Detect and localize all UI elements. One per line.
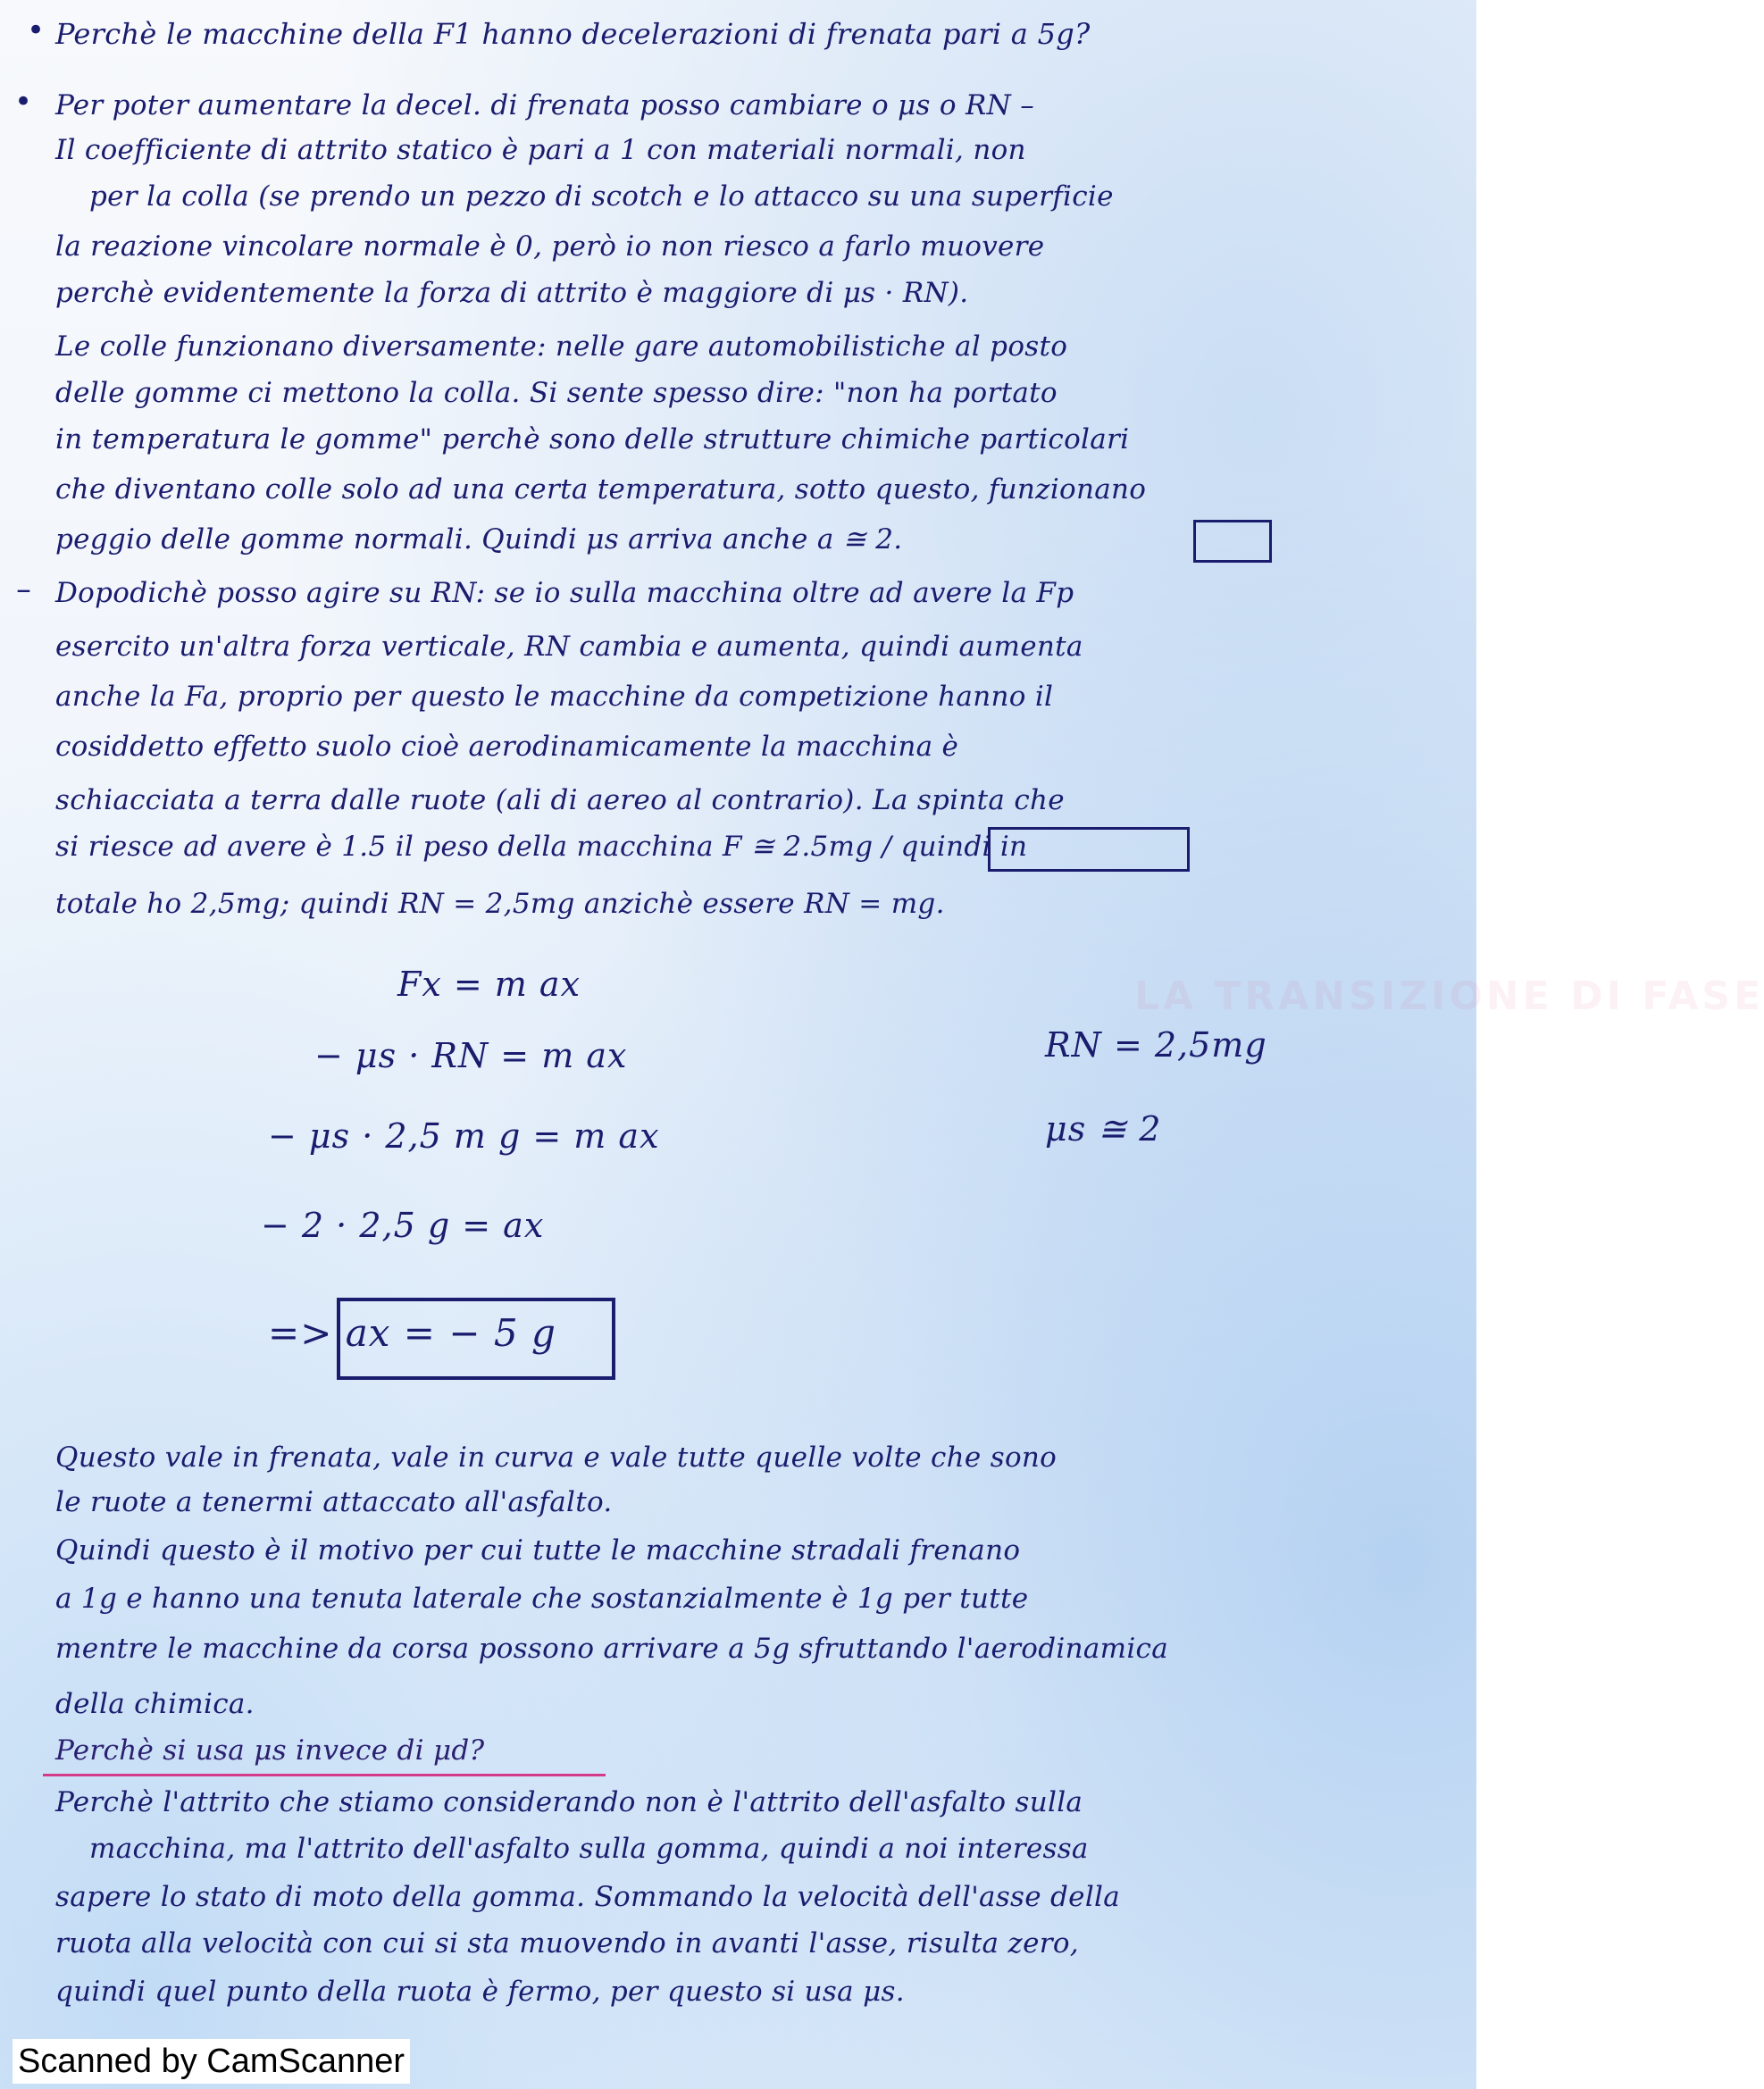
faint-watermark-stamp: LA TRANSIZIONE DI FASE	[1134, 973, 1764, 1019]
note-line-11: peggio delle gomme normali. Quindi μs arriva anche a ≅ 2.	[55, 523, 903, 556]
dash-mark: –	[16, 572, 31, 607]
equation-1: Fx = m ax	[397, 965, 581, 1004]
note-line-14: anche la Fa, proprio per questo le macchine da competizione hanno il	[55, 681, 1054, 713]
question-underline	[43, 1774, 606, 1776]
note-line-2: Per poter aumentare la decel. di frenata posso cambiare o μs o RN –	[55, 89, 1035, 121]
note-line-17: si riesce ad avere è 1.5 il peso della macchina F ≅ 2.5mg / quindi in	[55, 831, 1028, 863]
equation-2: − μs · RN = m ax	[314, 1036, 628, 1075]
result-equation: => ax = − 5 g	[268, 1311, 556, 1355]
equation-4: − 2 · 2,5 g = ax	[261, 1206, 545, 1245]
closing-line-6: della chimica.	[55, 1688, 255, 1720]
note-line-6: perchè evidentemente la forza di attrito è maggiore di μs · RN).	[55, 277, 969, 309]
answer-line-1: Perchè l'attrito che stiamo considerando non è l'attrito dell'asfalto sulla	[55, 1786, 1083, 1818]
force-box	[988, 827, 1190, 872]
closing-line-5: mentre le macchine da corsa possono arrivare a 5g sfruttando l'aerodinamica	[55, 1633, 1168, 1665]
note-line-15: cosiddetto effetto suolo cioè aerodinamicamente la macchina è	[55, 731, 959, 763]
closing-line-3: Quindi questo è il motivo per cui tutte le macchine stradali frenano	[55, 1534, 1021, 1567]
note-line-9: in temperatura le gomme" perchè sono delle strutture chimiche particolari	[55, 423, 1130, 455]
answer-line-2: macchina, ma l'attrito dell'asfalto sulla gomma, quindi a noi interessa	[89, 1833, 1089, 1865]
answer-line-3: sapere lo stato di moto della gomma. Sommando la velocità dell'asse della	[55, 1881, 1121, 1913]
answer-line-5: quindi quel punto della ruota è fermo, per questo si usa μs.	[55, 1976, 905, 2008]
scanner-footer: Scanned by CamScanner	[13, 2039, 410, 2084]
note-line-12: Dopodichè posso agire su RN: se io sulla macchina oltre ad avere la Fp	[55, 577, 1074, 609]
closing-line-2: le ruote a tenermi attaccato all'asfalto.	[55, 1486, 613, 1518]
note-line-18: totale ho 2,5mg; quindi RN = 2,5mg anzichè essere RN = mg.	[55, 888, 945, 920]
bullet-mark: •	[14, 84, 33, 120]
note-line-1: Perchè le macchine della F1 hanno decelerazioni di frenata pari a 5g?	[55, 17, 1091, 51]
note-line-4: per la colla (se prendo un pezzo di scotch e lo attacco su una superficie	[89, 180, 1114, 213]
question-heading: Perchè si usa μs invece di μd?	[55, 1734, 485, 1767]
note-line-16: schiacciata a terra dalle ruote (ali di aereo al contrario). La spinta che	[55, 784, 1065, 816]
side-value-rn: RN = 2,5mg	[1045, 1025, 1267, 1065]
note-line-13: esercito un'altra forza verticale, RN cambia e aumenta, quindi aumenta	[55, 631, 1083, 663]
side-value-mus: μs ≅ 2	[1045, 1109, 1162, 1149]
closing-line-1: Questo vale in frenata, vale in curva e vale tutte quelle volte che sono	[55, 1441, 1058, 1474]
equation-3: − μs · 2,5 m g = m ax	[268, 1116, 660, 1156]
note-line-5: la reazione vincolare normale è 0, però io non riesco a farlo muovere	[55, 230, 1045, 263]
note-line-3: Il coefficiente di attrito statico è pari a 1 con materiali normali, non	[55, 134, 1026, 166]
note-line-10: che diventano colle solo ad una certa temperatura, sotto questo, funzionano	[55, 473, 1147, 506]
note-line-8: delle gomme ci mettono la colla. Si sente spesso dire: "non ha portato	[55, 377, 1058, 409]
bullet-mark: •	[27, 13, 46, 48]
answer-line-4: ruota alla velocità con cui si sta muovendo in avanti l'asse, risulta zero,	[55, 1927, 1079, 1959]
approx-two-box	[1193, 520, 1272, 563]
note-line-7: Le colle funzionano diversamente: nelle gare automobilistiche al posto	[55, 330, 1068, 363]
closing-line-4: a 1g e hanno una tenuta laterale che sostanzialmente è 1g per tutte	[55, 1583, 1029, 1615]
